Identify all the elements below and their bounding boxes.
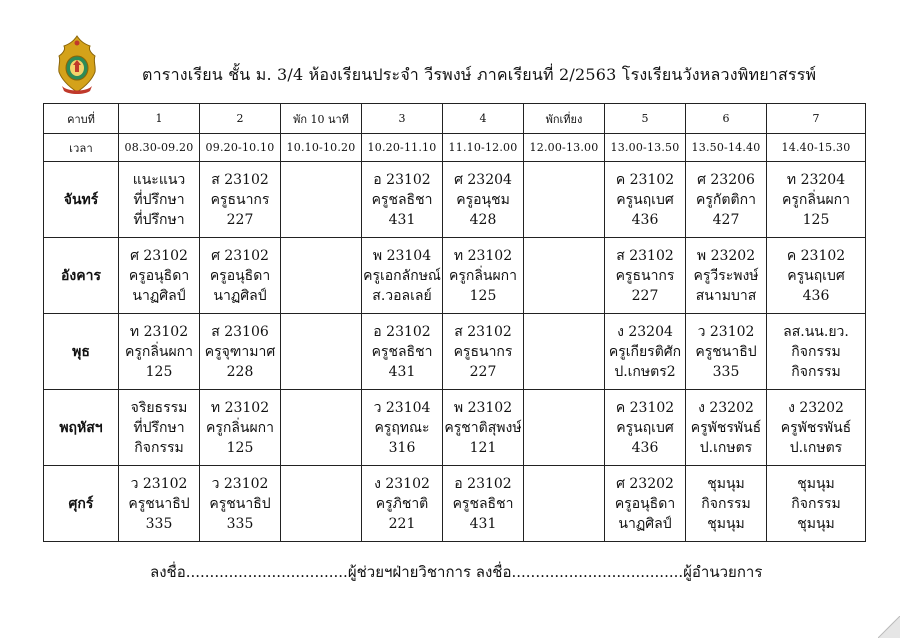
- class-cell-line: ค 23102: [615, 399, 675, 416]
- time-cell: 08.30-09.20: [119, 134, 200, 162]
- class-cell-line: ท 23102: [129, 323, 189, 340]
- class-cell-line: ง 23202: [698, 399, 754, 416]
- class-cell-line: ที่ปรึกษา: [133, 211, 185, 228]
- class-cell: [200, 238, 281, 314]
- class-cell: [524, 390, 605, 466]
- time-cell: 11.10-12.00: [443, 134, 524, 162]
- class-cell: [686, 314, 767, 390]
- class-cell-line: 427: [712, 211, 740, 228]
- class-cell-line: ครูวีระพงษ์: [693, 267, 759, 284]
- header-cell: 4: [443, 104, 524, 134]
- class-cell-line: อ 23102: [373, 171, 431, 188]
- time-cell: 14.40-15.30: [767, 134, 866, 162]
- class-cell-line: ส 23102: [211, 171, 269, 188]
- class-cell-line: ครูกลิ่นผกา: [205, 419, 275, 436]
- class-cell-line: ครูนฤเบศ: [616, 191, 674, 208]
- class-cell-line: ชุมนุม: [797, 515, 835, 532]
- day-row: [44, 314, 866, 390]
- class-cell: [767, 238, 866, 314]
- header-cell: คาบที่: [44, 104, 119, 134]
- class-cell-line: ส.วอลเลย์: [372, 287, 432, 304]
- class-cell-line: ครูภิชาติ: [375, 495, 429, 512]
- class-cell-line: ว 23104: [373, 399, 431, 416]
- class-cell-line: 125: [469, 287, 497, 304]
- class-cell: [281, 466, 362, 542]
- class-cell-line: 436: [631, 439, 659, 456]
- class-cell: [605, 466, 686, 542]
- class-cell-line: ครูพัชรพันธ์: [780, 419, 852, 436]
- class-cell-line: 436: [802, 287, 830, 304]
- class-cell: [767, 466, 866, 542]
- header-cell: 7: [767, 104, 866, 134]
- class-cell-line: ลส.นน.ยว.: [783, 323, 849, 340]
- class-cell-line: 221: [388, 515, 416, 532]
- class-cell-line: 431: [469, 515, 497, 532]
- class-cell-line: กิจกรรม: [701, 495, 751, 512]
- time-row: [44, 134, 866, 162]
- class-cell: [443, 390, 524, 466]
- class-cell: [524, 466, 605, 542]
- header-cell: 3: [362, 104, 443, 134]
- class-cell-line: 335: [226, 515, 254, 532]
- class-cell-line: 431: [388, 363, 416, 380]
- class-cell-line: ครูชลธิชา: [371, 343, 433, 360]
- class-cell-line: 335: [145, 515, 173, 532]
- class-cell: [119, 162, 200, 238]
- header-cell: พักเที่ยง: [524, 104, 605, 134]
- class-cell-line: ชุมนุม: [707, 515, 745, 532]
- time-cell: 10.10-10.20: [281, 134, 362, 162]
- class-cell: [605, 314, 686, 390]
- class-cell: [362, 314, 443, 390]
- class-cell: [281, 390, 362, 466]
- class-cell-line: ส 23102: [616, 247, 674, 264]
- class-cell: [767, 314, 866, 390]
- class-cell-line: ศ 23102: [130, 247, 188, 264]
- class-cell-line: 436: [631, 211, 659, 228]
- class-cell-line: ครูกลิ่นผกา: [781, 191, 851, 208]
- class-cell-line: กิจกรรม: [134, 439, 184, 456]
- page-title: ตารางเรียน ชั้น ม. 3/4 ห้องเรียนประจำ วีรพงษ์ ภาคเรียนที่ 2/2563 โรงเรียนวังหลวงพิทยาสรรพ์: [142, 65, 817, 84]
- class-cell-line: ครูจุฑามาศ: [204, 343, 276, 360]
- day-row: [44, 390, 866, 466]
- class-cell-line: พ 23104: [372, 247, 432, 264]
- class-cell-line: ท 23102: [453, 247, 513, 264]
- class-cell: [605, 390, 686, 466]
- class-cell-line: ครูชนาธิป: [209, 495, 271, 512]
- class-cell: [443, 238, 524, 314]
- class-cell-line: ครูกลิ่นผกา: [124, 343, 194, 360]
- class-cell-line: ศ 23102: [211, 247, 269, 264]
- header-cell: 6: [686, 104, 767, 134]
- class-cell-line: กิจกรรม: [791, 343, 841, 360]
- class-cell: [362, 162, 443, 238]
- class-cell-line: ท 23204: [786, 171, 846, 188]
- day-name: อังคาร: [44, 238, 119, 314]
- class-cell-line: ที่ปรึกษา: [133, 191, 185, 208]
- class-cell-line: 227: [469, 363, 497, 380]
- class-cell-line: ที่ปรึกษา: [133, 419, 185, 436]
- class-cell-line: อ 23102: [454, 475, 512, 492]
- header-cell: 5: [605, 104, 686, 134]
- class-cell: [443, 162, 524, 238]
- class-cell-line: ง 23202: [788, 399, 844, 416]
- class-cell: [524, 162, 605, 238]
- class-cell: [524, 314, 605, 390]
- class-cell-line: ครูนฤเบศ: [616, 419, 674, 436]
- class-cell: [281, 162, 362, 238]
- class-cell: [443, 466, 524, 542]
- class-cell: [119, 238, 200, 314]
- class-cell-line: ชุมนุม: [707, 475, 745, 492]
- class-cell: [767, 390, 866, 466]
- class-cell-line: 125: [226, 439, 254, 456]
- class-cell-line: 228: [226, 363, 254, 380]
- class-cell-line: ศ 23204: [454, 171, 512, 188]
- header-cell: 1: [119, 104, 200, 134]
- day-row: [44, 238, 866, 314]
- class-cell-line: 125: [802, 211, 830, 228]
- class-cell-line: ครูอนุชม: [456, 191, 510, 208]
- class-cell-line: นาฏศิลป์: [213, 287, 267, 304]
- class-cell: [605, 238, 686, 314]
- school-emblem-icon: [52, 34, 102, 96]
- class-cell-line: 316: [388, 439, 416, 456]
- class-cell: [200, 314, 281, 390]
- class-cell-line: ครูธนากร: [453, 343, 513, 360]
- class-cell-line: ส 23106: [211, 323, 269, 340]
- class-cell-line: ครูชนาธิป: [695, 343, 757, 360]
- time-cell: เวลา: [44, 134, 119, 162]
- class-cell-line: พ 23102: [453, 399, 513, 416]
- class-cell-line: ครูชลธิชา: [371, 191, 433, 208]
- class-cell-line: ครูนฤเบศ: [787, 267, 845, 284]
- class-cell-line: ว 23102: [697, 323, 755, 340]
- class-cell-line: 227: [226, 211, 254, 228]
- class-cell: [686, 238, 767, 314]
- class-cell: [686, 162, 767, 238]
- class-cell-line: ครูชาติสุพงษ์: [444, 419, 522, 436]
- class-cell: [767, 162, 866, 238]
- class-cell-line: ครูเกียรติศัก: [608, 343, 682, 360]
- day-name: พฤหัสฯ: [44, 390, 119, 466]
- class-cell: [200, 162, 281, 238]
- class-cell: [281, 314, 362, 390]
- class-cell-line: ครูธนากร: [210, 191, 270, 208]
- page-corner-icon: [878, 616, 900, 638]
- header-cell: พัก 10 นาที: [281, 104, 362, 134]
- class-cell-line: อ 23102: [373, 323, 431, 340]
- day-row: [44, 162, 866, 238]
- class-cell-line: ครูพัชรพันธ์: [690, 419, 762, 436]
- class-cell: [119, 466, 200, 542]
- header-row: [44, 104, 866, 134]
- class-cell-line: ว 23102: [130, 475, 188, 492]
- time-cell: 10.20-11.10: [362, 134, 443, 162]
- class-cell-line: ครูชนาธิป: [128, 495, 190, 512]
- class-cell: [686, 466, 767, 542]
- class-cell-line: ง 23102: [374, 475, 430, 492]
- class-cell-line: ครูกลิ่นผกา: [448, 267, 518, 284]
- class-cell-line: ครูอนุธิดา: [128, 267, 190, 284]
- class-cell-line: ป.เกษตร: [699, 439, 753, 456]
- class-cell-line: ส 23102: [454, 323, 512, 340]
- class-cell: [686, 390, 767, 466]
- class-cell-line: กิจกรรม: [791, 363, 841, 380]
- class-cell: [443, 314, 524, 390]
- time-cell: 09.20-10.10: [200, 134, 281, 162]
- class-cell: [362, 390, 443, 466]
- class-cell-line: พ 23202: [696, 247, 756, 264]
- time-cell: 12.00-13.00: [524, 134, 605, 162]
- class-cell-line: ครูอนุธิดา: [614, 495, 676, 512]
- class-cell-line: นาฏศิลป์: [132, 287, 186, 304]
- class-cell-line: แนะแนว: [132, 171, 186, 188]
- class-cell-line: ครูกัตติกา: [696, 191, 756, 208]
- class-cell-line: ค 23102: [615, 171, 675, 188]
- class-cell-line: 428: [469, 211, 497, 228]
- class-cell-line: ค 23102: [786, 247, 846, 264]
- class-cell: [605, 162, 686, 238]
- class-cell-line: ว 23102: [211, 475, 269, 492]
- day-name: พุธ: [44, 314, 119, 390]
- class-cell: [281, 238, 362, 314]
- timetable: [43, 103, 866, 542]
- class-cell-line: 335: [712, 363, 740, 380]
- class-cell-line: ครูอนุธิดา: [209, 267, 271, 284]
- class-cell: [119, 390, 200, 466]
- class-cell-line: ครูชลธิชา: [452, 495, 514, 512]
- time-cell: 13.00-13.50: [605, 134, 686, 162]
- class-cell-line: ศ 23206: [697, 171, 755, 188]
- class-cell: [200, 466, 281, 542]
- day-row: [44, 466, 866, 542]
- class-cell-line: 121: [469, 439, 497, 456]
- class-cell: [119, 314, 200, 390]
- class-cell-line: สนามบาส: [695, 287, 757, 304]
- class-cell: [200, 390, 281, 466]
- class-cell-line: 227: [631, 287, 659, 304]
- class-cell: [524, 238, 605, 314]
- day-name: ศุกร์: [44, 466, 119, 542]
- class-cell-line: ชุมนุม: [797, 475, 835, 492]
- header-cell: 2: [200, 104, 281, 134]
- class-cell-line: ครูธนากร: [615, 267, 675, 284]
- signature-line: ลงชื่อ..................................ผู้ช่วยฯฝ่ายวิชาการ ลงชื่อ....................................ผู้อำนวยการ: [150, 563, 763, 581]
- class-cell-line: ป.เกษตร2: [614, 363, 676, 380]
- class-cell-line: 125: [145, 363, 173, 380]
- class-cell-line: ป.เกษตร: [789, 439, 843, 456]
- class-cell-line: 431: [388, 211, 416, 228]
- class-cell-line: ครูเอกลักษณ์: [363, 267, 441, 284]
- class-cell-line: จริยธรรม: [130, 399, 188, 416]
- class-cell-line: ง 23204: [617, 323, 673, 340]
- class-cell-line: ศ 23202: [616, 475, 674, 492]
- time-cell: 13.50-14.40: [686, 134, 767, 162]
- class-cell: [362, 238, 443, 314]
- class-cell-line: ครูฤทณะ: [374, 419, 430, 436]
- day-name: จันทร์: [44, 162, 119, 238]
- class-cell-line: นาฏศิลป์: [618, 515, 672, 532]
- class-cell-line: กิจกรรม: [791, 495, 841, 512]
- class-cell-line: ท 23102: [210, 399, 270, 416]
- class-cell: [362, 466, 443, 542]
